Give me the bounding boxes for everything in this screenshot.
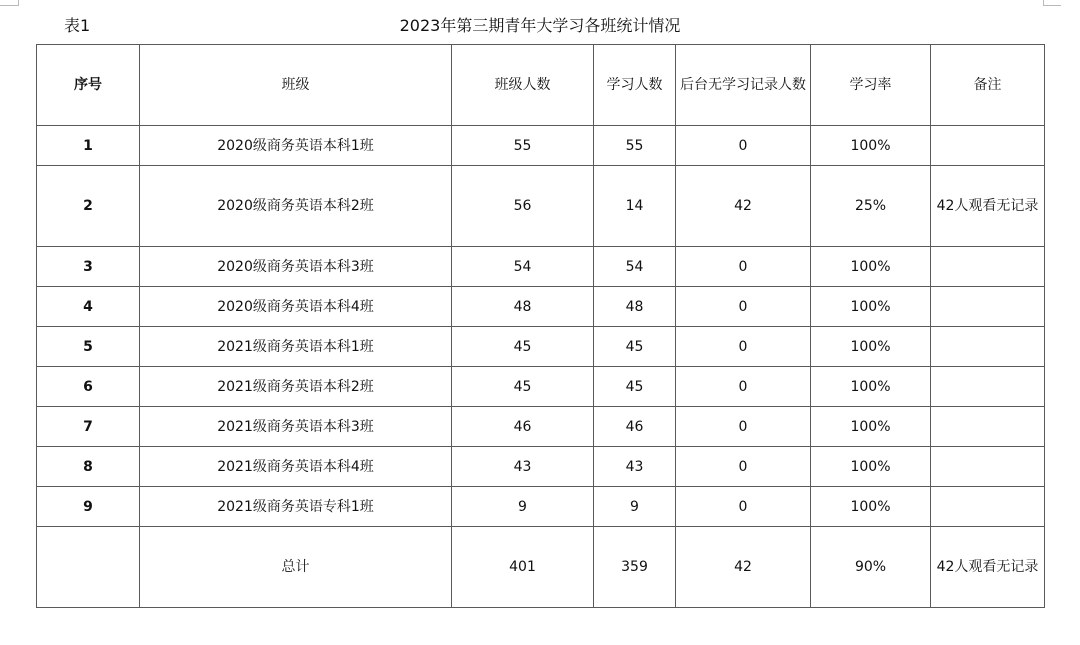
cell-no-record: 0 bbox=[676, 247, 811, 287]
cell-no-record: 0 bbox=[676, 126, 811, 166]
cell-seq: 1 bbox=[37, 126, 140, 166]
cell-note bbox=[931, 126, 1045, 166]
table-row bbox=[37, 327, 1045, 367]
table-row bbox=[37, 287, 1045, 327]
statistics-table bbox=[36, 44, 1045, 608]
cell-note bbox=[931, 287, 1045, 327]
cell-class: 2021级商务英语本科1班 bbox=[140, 327, 452, 367]
cell-class: 2021级商务英语本科2班 bbox=[140, 367, 452, 407]
cell-note: 42人观看无记录 bbox=[931, 166, 1045, 247]
column-header-no-record: 后台无学习记录人数 bbox=[676, 45, 811, 126]
cell-seq bbox=[37, 527, 140, 608]
document-title: 2023年第三期青年大学习各班统计情况 bbox=[399, 16, 681, 35]
table-row bbox=[37, 166, 1045, 247]
cell-note bbox=[931, 407, 1045, 447]
cell-learned: 9 bbox=[594, 487, 676, 527]
cell-note bbox=[931, 327, 1045, 367]
cell-learned: 48 bbox=[594, 287, 676, 327]
cell-total-label: 总计 bbox=[140, 527, 452, 608]
cell-no-record: 0 bbox=[676, 287, 811, 327]
table-row bbox=[37, 367, 1045, 407]
cell-learned: 54 bbox=[594, 247, 676, 287]
cell-class-size: 43 bbox=[452, 447, 594, 487]
cell-seq: 4 bbox=[37, 287, 140, 327]
cell-learned: 45 bbox=[594, 367, 676, 407]
cell-rate: 100% bbox=[811, 247, 931, 287]
cell-class-size: 45 bbox=[452, 327, 594, 367]
cell-class-size: 56 bbox=[452, 166, 594, 247]
cell-class: 2020级商务英语本科3班 bbox=[140, 247, 452, 287]
cell-class-size: 9 bbox=[452, 487, 594, 527]
cell-class-size: 48 bbox=[452, 287, 594, 327]
cell-class: 2020级商务英语本科1班 bbox=[140, 126, 452, 166]
cell-class-size: 45 bbox=[452, 367, 594, 407]
cell-seq: 8 bbox=[37, 447, 140, 487]
cell-no-record: 0 bbox=[676, 407, 811, 447]
cell-total-note: 42人观看无记录 bbox=[931, 527, 1045, 608]
column-header-learned: 学习人数 bbox=[594, 45, 676, 126]
cell-total-class-size: 401 bbox=[452, 527, 594, 608]
column-header-class-size: 班级人数 bbox=[452, 45, 594, 126]
cell-rate: 100% bbox=[811, 126, 931, 166]
table-row bbox=[37, 487, 1045, 527]
cell-rate: 100% bbox=[811, 487, 931, 527]
cell-class: 2020级商务英语本科2班 bbox=[140, 166, 452, 247]
cell-no-record: 42 bbox=[676, 166, 811, 247]
cell-learned: 14 bbox=[594, 166, 676, 247]
cell-learned: 46 bbox=[594, 407, 676, 447]
table-row bbox=[37, 407, 1045, 447]
cell-seq: 2 bbox=[37, 166, 140, 247]
page-corner-mark-left-vertical bbox=[18, 0, 19, 6]
cell-seq: 3 bbox=[37, 247, 140, 287]
cell-total-no-record: 42 bbox=[676, 527, 811, 608]
table-row bbox=[37, 126, 1045, 166]
cell-rate: 25% bbox=[811, 166, 931, 247]
header-row bbox=[37, 45, 1045, 126]
cell-note bbox=[931, 247, 1045, 287]
cell-class: 2021级商务英语专科1班 bbox=[140, 487, 452, 527]
page-corner-mark-right bbox=[1043, 0, 1061, 6]
cell-no-record: 0 bbox=[676, 487, 811, 527]
cell-rate: 100% bbox=[811, 407, 931, 447]
page-corner-mark-left bbox=[0, 0, 18, 6]
cell-class: 2020级商务英语本科4班 bbox=[140, 287, 452, 327]
cell-rate: 100% bbox=[811, 327, 931, 367]
cell-learned: 45 bbox=[594, 327, 676, 367]
cell-note bbox=[931, 447, 1045, 487]
table-row bbox=[37, 247, 1045, 287]
cell-class-size: 55 bbox=[452, 126, 594, 166]
cell-seq: 9 bbox=[37, 487, 140, 527]
cell-class-size: 46 bbox=[452, 407, 594, 447]
cell-class: 2021级商务英语本科3班 bbox=[140, 407, 452, 447]
cell-total-learned: 359 bbox=[594, 527, 676, 608]
cell-seq: 5 bbox=[37, 327, 140, 367]
cell-total-rate: 90% bbox=[811, 527, 931, 608]
table-label: 表1 bbox=[64, 16, 91, 35]
cell-seq: 7 bbox=[37, 407, 140, 447]
column-header-class: 班级 bbox=[140, 45, 452, 126]
cell-learned: 55 bbox=[594, 126, 676, 166]
cell-class-size: 54 bbox=[452, 247, 594, 287]
column-header-rate: 学习率 bbox=[811, 45, 931, 126]
total-row bbox=[37, 527, 1045, 608]
cell-learned: 43 bbox=[594, 447, 676, 487]
column-header-note: 备注 bbox=[931, 45, 1045, 126]
cell-seq: 6 bbox=[37, 367, 140, 407]
cell-rate: 100% bbox=[811, 367, 931, 407]
cell-no-record: 0 bbox=[676, 327, 811, 367]
cell-note bbox=[931, 487, 1045, 527]
cell-class: 2021级商务英语本科4班 bbox=[140, 447, 452, 487]
table-row bbox=[37, 447, 1045, 487]
cell-note bbox=[931, 367, 1045, 407]
cell-no-record: 0 bbox=[676, 447, 811, 487]
cell-rate: 100% bbox=[811, 287, 931, 327]
column-header-seq: 序号 bbox=[37, 45, 140, 126]
cell-no-record: 0 bbox=[676, 367, 811, 407]
cell-rate: 100% bbox=[811, 447, 931, 487]
